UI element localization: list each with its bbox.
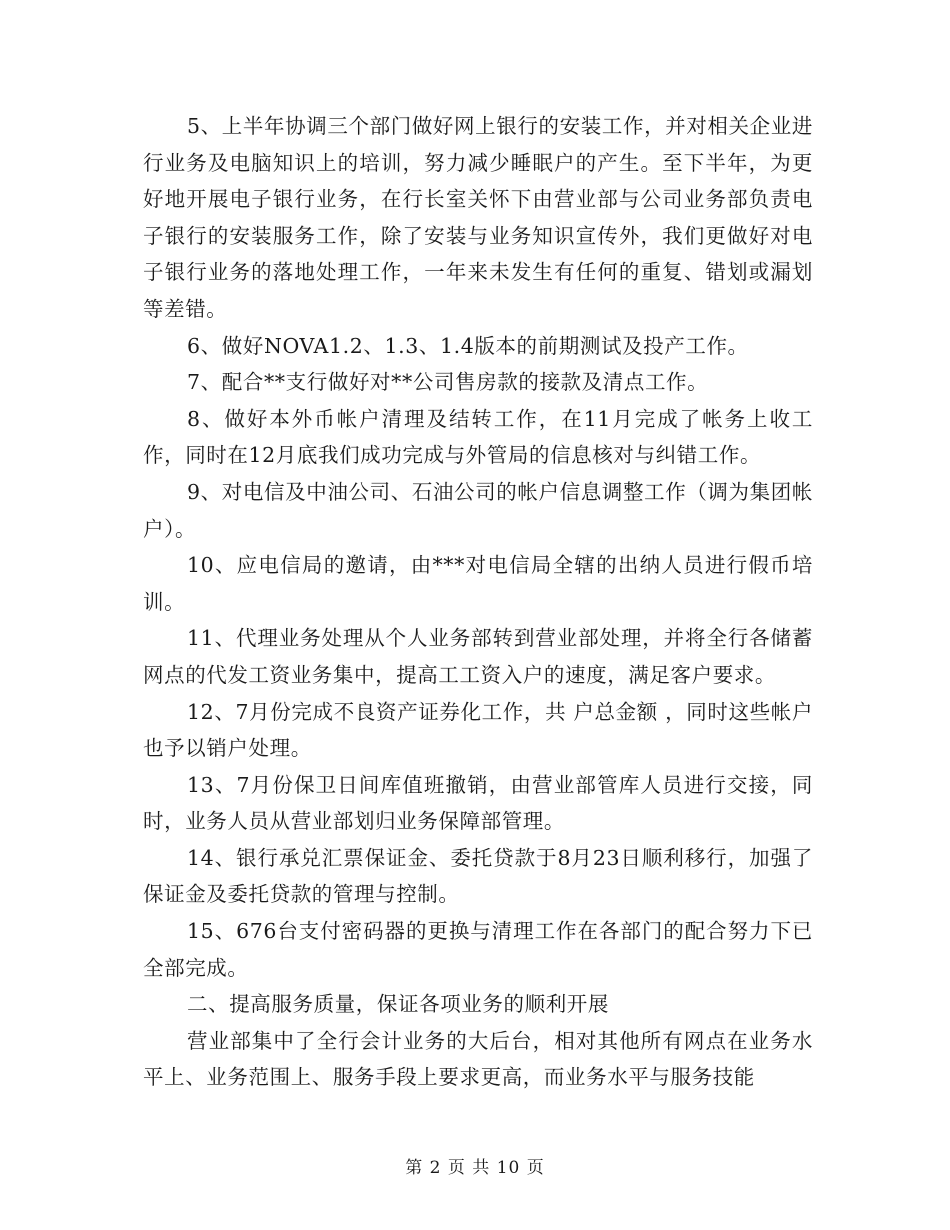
paragraph-intro: 营业部集中了全行会计业务的大后台，相对其他所有网点在业务水平上、业务范围上、服务手段上要求更高，而业务水平与服务技能 bbox=[143, 1028, 813, 1090]
paragraph-item-13: 13、7月份保卫日间库值班撤销，由营业部管库人员进行交接，同时，业务人员从营业部划归业务保障部管理。 bbox=[143, 772, 813, 834]
paragraph-item-10: 10、应电信局的邀请，由***对电信局全辖的出纳人员进行假币培训。 bbox=[143, 553, 813, 614]
paragraph-item-14: 14、银行承兑汇票保证金、委托贷款于8月23日顺利移行，加强了保证金及委托贷款的管理与控制。 bbox=[143, 845, 813, 907]
paragraph-item-12: 12、7月份完成不良资产证券化工作，共 户总金额 ，同时这些帐户也予以销户处理。 bbox=[143, 699, 813, 761]
document-body bbox=[143, 108, 813, 1096]
paragraph-item-11: 11、代理业务处理从个人业务部转到营业部处理，并将全行各储蓄网点的代发工资业务集中，提高工工资入户的速度，满足客户要求。 bbox=[143, 626, 813, 687]
paragraph-item-9: 9、对电信及中油公司、石油公司的帐户信息调整工作（调为集团帐户）。 bbox=[143, 479, 813, 541]
paragraph-item-6: 6、做好NOVA1.2、1.3、1.4版本的前期测试及投产工作。 bbox=[187, 333, 749, 358]
paragraph-item-7: 7、配合**支行做好对**公司售房款的接款及清点工作。 bbox=[187, 370, 709, 395]
paragraph-item-8: 8、做好本外币帐户清理及结转工作，在11月完成了帐务上收工作，同时在12月底我们成功完成与外管局的信息核对与纠错工作。 bbox=[143, 406, 813, 468]
paragraph-item-5: 5、上半年协调三个部门做好网上银行的安装工作，并对相关企业进行业务及电脑知识上的培训，努力减少睡眠户的产生。至下半年，为更好地开展电子银行业务，在行长室关怀下由营业部与公司业务部负责电子银行的安装服务工作，除了安装与业务知识宣传外，我们更做好对电子银行业务的落地处理工作，一年来未发生有任何的重复、错划或漏划等差错。 bbox=[143, 114, 813, 321]
section-heading: 二、提高服务质量，保证各项业务的顺利开展 bbox=[187, 992, 609, 1017]
page-footer: 第 2 页 共 10 页 bbox=[405, 1158, 545, 1178]
paragraph-item-15: 15、676台支付密码器的更换与清理工作在各部门的配合努力下已全部完成。 bbox=[143, 919, 813, 980]
